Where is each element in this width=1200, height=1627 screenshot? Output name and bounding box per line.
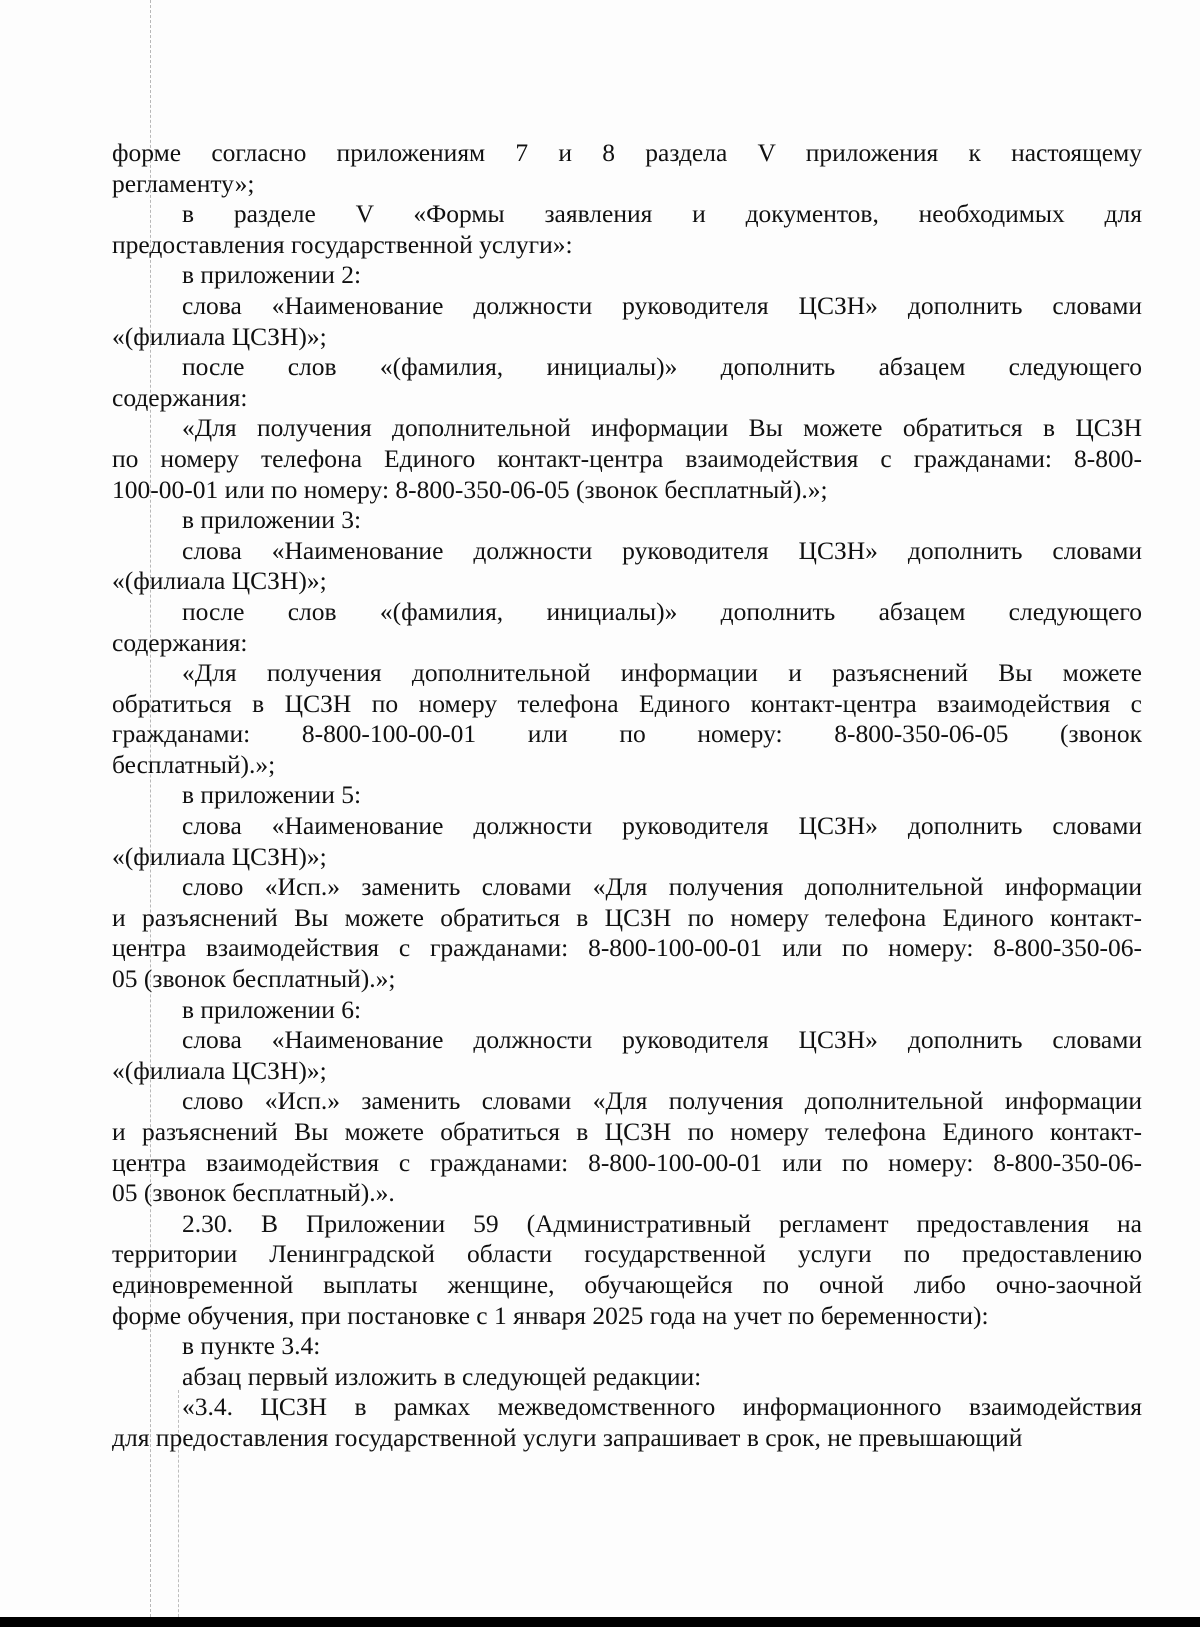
paragraph-line: в разделе V «Формы заявления и документов, необходимых для — [182, 199, 1142, 229]
paragraph-line: после слов «(фамилия, инициалы)» дополнить абзацем следующего — [182, 596, 1142, 626]
paragraph — [112, 872, 1142, 994]
paragraph-line: 05 (звонок бесплатный).». — [112, 1178, 395, 1208]
paragraph-line: «(филиала ЦСЗН)»; — [112, 321, 327, 351]
paragraph-line: бесплатный).»; — [112, 749, 276, 779]
scan-bottom-edge — [0, 1617, 1200, 1627]
document-body — [112, 138, 1142, 1454]
paragraph-line: в приложении 6: — [182, 994, 362, 1024]
paragraph-line: обратиться в ЦСЗН по номеру телефона Единого контакт-центра взаимодействия с — [112, 688, 1142, 718]
paragraph-line: слова «Наименование должности руководителя ЦСЗН» дополнить словами — [182, 290, 1142, 320]
paragraph — [112, 780, 1142, 811]
paragraph-line: в приложении 3: — [182, 505, 362, 535]
paragraph — [112, 1392, 1142, 1453]
paragraph-line: слово «Исп.» заменить словами «Для получения дополнительной информации — [182, 1086, 1142, 1116]
paragraph-line: содержания: — [112, 382, 248, 412]
paragraph-line: 2.30. В Приложении 59 (Административный регламент предоставления на — [182, 1208, 1142, 1238]
paragraph — [112, 811, 1142, 872]
paragraph-line: «Для получения дополнительной информации и разъяснений Вы можете — [182, 658, 1142, 688]
paragraph-line: предоставления государственной услуги»: — [112, 229, 573, 259]
paragraph-line: содержания: — [112, 627, 248, 657]
paragraph — [112, 1025, 1142, 1086]
paragraph-line: слова «Наименование должности руководителя ЦСЗН» дополнить словами — [182, 811, 1142, 841]
paragraph — [112, 199, 1142, 260]
paragraph-line: 100-00-01 или по номеру: 8-800-350-06-05 (звонок бесплатный).»; — [112, 474, 828, 504]
paragraph — [112, 291, 1142, 352]
paragraph-line: «(филиала ЦСЗН)»; — [112, 566, 327, 596]
paragraph — [112, 260, 1142, 291]
paragraph-line: в пункте 3.4: — [182, 1331, 321, 1361]
paragraph-line: территории Ленинградской области государственной услуги по предоставлению — [112, 1239, 1142, 1269]
paragraph-line: в приложении 2: — [182, 260, 362, 290]
paragraph-line: «(филиала ЦСЗН)»; — [112, 841, 327, 871]
paragraph — [112, 536, 1142, 597]
paragraph-line: центра взаимодействия с гражданами: 8-800-100-00-01 или по номеру: 8-800-350-06- — [112, 1147, 1142, 1177]
paragraph-line: абзац первый изложить в следующей редакции: — [182, 1361, 702, 1391]
paragraph — [112, 658, 1142, 780]
paragraph — [112, 413, 1142, 505]
paragraph — [112, 1331, 1142, 1362]
paragraph — [112, 1086, 1142, 1208]
paragraph-line: гражданами: 8-800-100-00-01 или по номеру: 8-800-350-06-05 (звонок — [112, 719, 1142, 749]
paragraph-line: 05 (звонок бесплатный).»; — [112, 964, 396, 994]
paragraph — [112, 138, 1142, 199]
paragraph-line: для предоставления государственной услуги запрашивает в срок, не превышающий — [112, 1422, 1023, 1452]
paragraph-line: слово «Исп.» заменить словами «Для получения дополнительной информации — [182, 872, 1142, 902]
paragraph-line: форме обучения, при постановке с 1 января 2025 года на учет по беременности): — [112, 1300, 989, 1330]
paragraph-line: и разъяснений Вы можете обратиться в ЦСЗН по номеру телефона Единого контакт- — [112, 1117, 1142, 1146]
paragraph-line: «(филиала ЦСЗН)»; — [112, 1055, 327, 1085]
paragraph-line: слова «Наименование должности руководителя ЦСЗН» дополнить словами — [182, 1025, 1142, 1055]
paragraph-line: слова «Наименование должности руководителя ЦСЗН» дополнить словами — [182, 535, 1142, 565]
paragraph — [112, 597, 1142, 658]
paragraph — [112, 1362, 1142, 1393]
paragraph-line: единовременной выплаты женщине, обучающейся по очной либо очно-заочной — [112, 1269, 1142, 1299]
paragraph-line: в приложении 5: — [182, 780, 362, 810]
paragraph-line: после слов «(фамилия, инициалы)» дополнить абзацем следующего — [182, 352, 1142, 382]
paragraph-line: центра взаимодействия с гражданами: 8-800-100-00-01 или по номеру: 8-800-350-06- — [112, 933, 1142, 963]
paragraph-line: «3.4. ЦСЗН в рамках межведомственного информационного взаимодействия — [182, 1392, 1142, 1422]
paragraph — [112, 505, 1142, 536]
paragraph-line: форме согласно приложениям 7 и 8 раздела V приложения к настоящему — [112, 138, 1142, 167]
paragraph — [112, 1209, 1142, 1331]
paragraph — [112, 352, 1142, 413]
paragraph-line: «Для получения дополнительной информации Вы можете обратиться в ЦСЗН — [182, 413, 1142, 443]
paragraph-line: по номеру телефона Единого контакт-центра взаимодействия с гражданами: 8-800- — [112, 443, 1142, 473]
paragraph — [112, 995, 1142, 1026]
paragraph-line: регламенту»; — [112, 168, 255, 198]
paragraph-line: и разъяснений Вы можете обратиться в ЦСЗН по номеру телефона Единого контакт- — [112, 902, 1142, 932]
